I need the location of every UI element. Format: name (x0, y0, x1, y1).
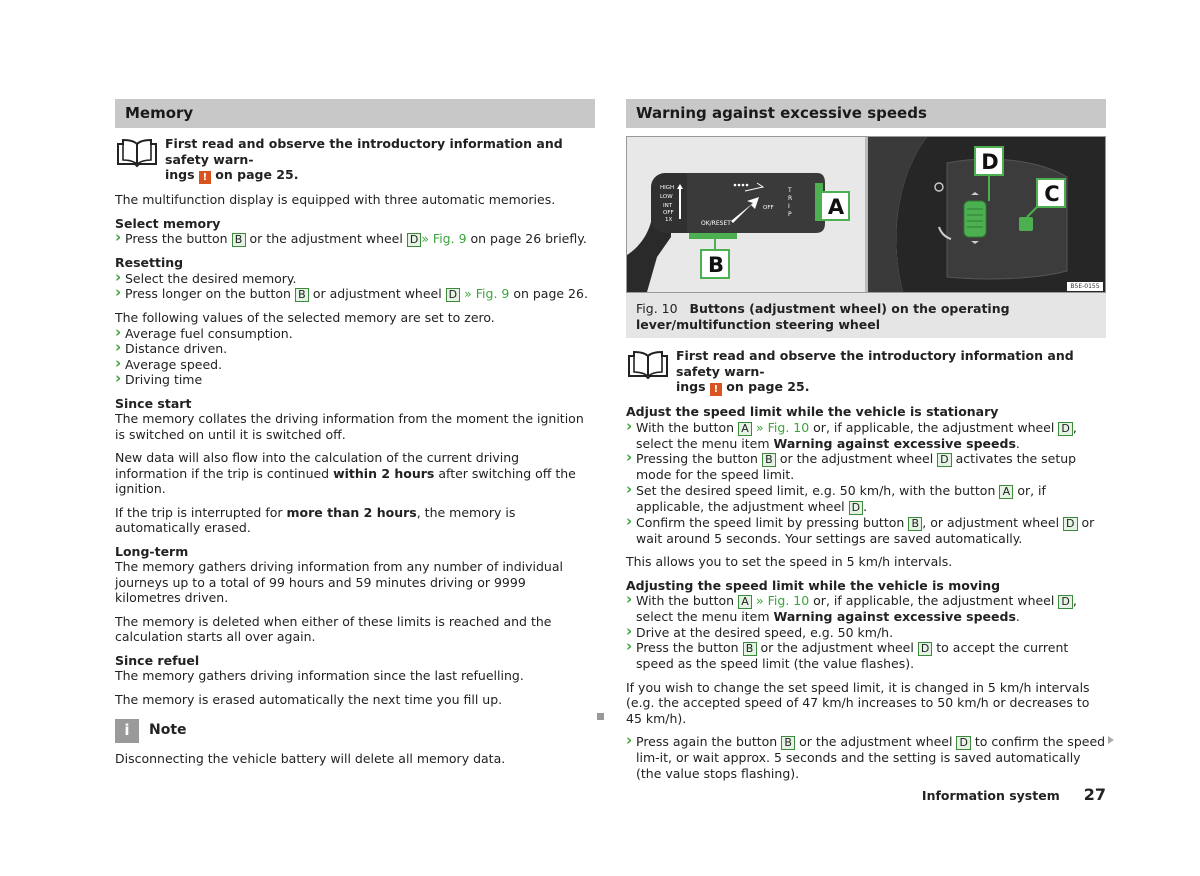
button-key-d: D (1058, 595, 1072, 609)
paragraph-zero-lead: The following values of the selected memory are set to zero. (115, 310, 495, 325)
safety-intro-text: First read and observe the introductory information and safety warn- ings ! on page 25. (165, 136, 563, 183)
heading-long-term: Long-term (115, 543, 189, 559)
note-header (115, 719, 595, 743)
paragraph: The memory is erased automatically the next time you fill up. (115, 691, 503, 707)
note-title: Note (149, 722, 187, 739)
warning-icon: ! (710, 383, 722, 396)
lever-label-okreset: OK/RESET (701, 220, 731, 227)
section-title-memory: Memory (115, 99, 595, 128)
list-item: › Driving time (115, 372, 595, 388)
heading-select-memory: Select memory (115, 215, 221, 231)
heading-since-start: Since start (115, 395, 192, 411)
page-footer (922, 787, 1106, 804)
button-key-d: D (849, 501, 863, 515)
button-key-b: B (908, 517, 922, 531)
list-item: › Average speed. (115, 357, 595, 373)
figure-caption-text: Buttons (adjustment wheel) on the operating lever/multifunction steering wheel (636, 301, 1010, 332)
list-item: › With the button A » Fig. 10 or, if applicable, the adjustment wheel D , select the menu item Warning against excessive speeds. (626, 593, 1106, 625)
page-number: 27 (1083, 785, 1106, 804)
list-item: › With the button A » Fig. 10 or, if applicable, the adjustment wheel D , select the menu item Warning against excessive speeds. (626, 420, 1106, 452)
info-icon: i (115, 719, 139, 743)
page-reference-link[interactable]: on page 25. (215, 167, 299, 182)
button-key-b: B (232, 233, 246, 247)
list-item: › Pressing the button B or the adjustment wheel D activates the setup mode for the speed limit. (626, 451, 1106, 483)
figure-link[interactable]: » Fig. 9 (460, 286, 510, 301)
paragraph-intro: The multifunction display is equipped with three automatic memories. (115, 192, 556, 207)
list-item: › Set the desired speed limit, e.g. 50 km/h, with the button A or, if applicable, the adjustment wheel D . (626, 483, 1106, 515)
figure-link[interactable]: » Fig. 9 (421, 231, 467, 246)
button-key-d: D (956, 736, 970, 750)
paragraph: This allows you to set the speed in 5 km/h intervals. (626, 554, 953, 569)
button-key-b: B (743, 642, 757, 656)
callout-label-a: A (827, 195, 845, 219)
warning-icon: ! (199, 171, 211, 184)
button-key-d: D (1063, 517, 1077, 531)
lever-label-high: HIGH (660, 185, 675, 191)
section-title-speed-warning: Warning against excessive speeds (626, 99, 1106, 128)
lever-label-1x: 1X (665, 217, 673, 223)
button-key-d: D (937, 453, 951, 467)
list-item: › Distance driven. (115, 341, 595, 357)
figure-link[interactable]: » Fig. 10 (752, 593, 810, 608)
paragraph: The memory gathers driving information since the last refuelling. (115, 668, 524, 683)
heading-stationary: Adjust the speed limit while the vehicle is stationary (626, 404, 999, 419)
page-reference-link[interactable]: on page 25. (726, 379, 810, 394)
paragraph: The memory is deleted when either of these limits is reached and the calculation starts all over again. (115, 613, 552, 644)
footer-section-label: Information system (921, 788, 1060, 803)
left-column (115, 99, 595, 767)
list-item: › Select the desired memory. (115, 271, 595, 287)
paragraph: The memory collates the driving information from the moment the ignition is switched on until it is switched off. (115, 411, 584, 442)
list-item: › Press the button B or the adjustment wheel D to accept the current speed as the speed limit (the value flashes). (626, 640, 1106, 672)
button-key-b: B (762, 453, 776, 467)
button-key-d: D (446, 288, 460, 302)
callout-label-c: C (1044, 182, 1060, 206)
button-key-b: B (295, 288, 309, 302)
button-key-b: B (781, 736, 795, 750)
figure-link[interactable]: » Fig. 10 (752, 419, 810, 435)
figure-10 (626, 136, 1106, 293)
button-key-d: D (407, 233, 421, 247)
paragraph: New data will also flow into the calculation of the current driving information if the trip is continued within 2 hours after switching off the ignition. (115, 450, 576, 496)
operating-lever-illustration (627, 137, 1105, 292)
paragraph: If you wish to change the set speed limit, it is changed in 5 km/h intervals (e.g. the accepted speed of 47 km/h increases to 50 km/h or decreases to 45 km/h). (626, 679, 1090, 726)
paragraph: If the trip is interrupted for more than 2 hours, the memory is automatically erased. (115, 504, 516, 535)
safety-intro (626, 348, 1106, 396)
list-item: › Press longer on the button B or adjustment wheel D » Fig. 9 on page 26. (115, 286, 595, 302)
button-key-d: D (918, 642, 932, 656)
list-item: › Drive at the desired speed, e.g. 50 km/h. (626, 625, 1106, 641)
lever-label-int: INT (663, 203, 673, 209)
list-item: › Press again the button B or the adjustment wheel D to confirm the speed lim-it, or wait approx. 5 seconds and the setting is saved automatically (the value stops flashing). (626, 734, 1106, 781)
button-key-a: A (738, 595, 752, 609)
callout-label-b: B (707, 253, 724, 277)
lever-label-trip: T R I P (788, 187, 793, 218)
button-key-a: A (738, 422, 752, 436)
safety-intro-text: First read and observe the introductory information and safety warn- ings ! on page 25. (676, 348, 1074, 395)
figure-number: Fig. 10 (636, 301, 678, 316)
heading-since-refuel: Since refuel (115, 652, 200, 668)
figure-code: B5E-0155 (1070, 283, 1100, 290)
section-end-marker (597, 713, 604, 720)
button-key-a: A (999, 485, 1013, 499)
continue-arrow-icon (1108, 736, 1114, 744)
heading-resetting: Resetting (115, 255, 184, 270)
list-item: › Average fuel consumption. (115, 326, 595, 342)
callout-label-d: D (981, 150, 999, 174)
safety-intro (115, 136, 595, 184)
lever-label-low: LOW (660, 194, 673, 200)
book-icon (115, 138, 159, 168)
note-text: Disconnecting the vehicle battery will delete all memory data. (115, 751, 506, 766)
figure-caption (626, 293, 1106, 338)
paragraph: The memory gathers driving information from any number of individual journeys up to a total of 99 hours and 59 minutes driving or 9999 kilometres driven. (115, 559, 563, 605)
book-icon (626, 350, 670, 380)
list-item: › Press the button B or the adjustment wheel D » Fig. 9 on page 26 briefly. (115, 231, 595, 247)
heading-moving: Adjusting the speed limit while the vehicle is moving (626, 577, 1001, 593)
lever-label-off2: OFF (763, 205, 774, 211)
button-key-d: D (1058, 422, 1072, 436)
lever-label-off: OFF (663, 210, 674, 216)
list-item: › Confirm the speed limit by pressing button B , or adjustment wheel D or wait around 5 seconds. Your settings are saved automatically. (626, 515, 1106, 547)
right-column (626, 99, 1106, 781)
